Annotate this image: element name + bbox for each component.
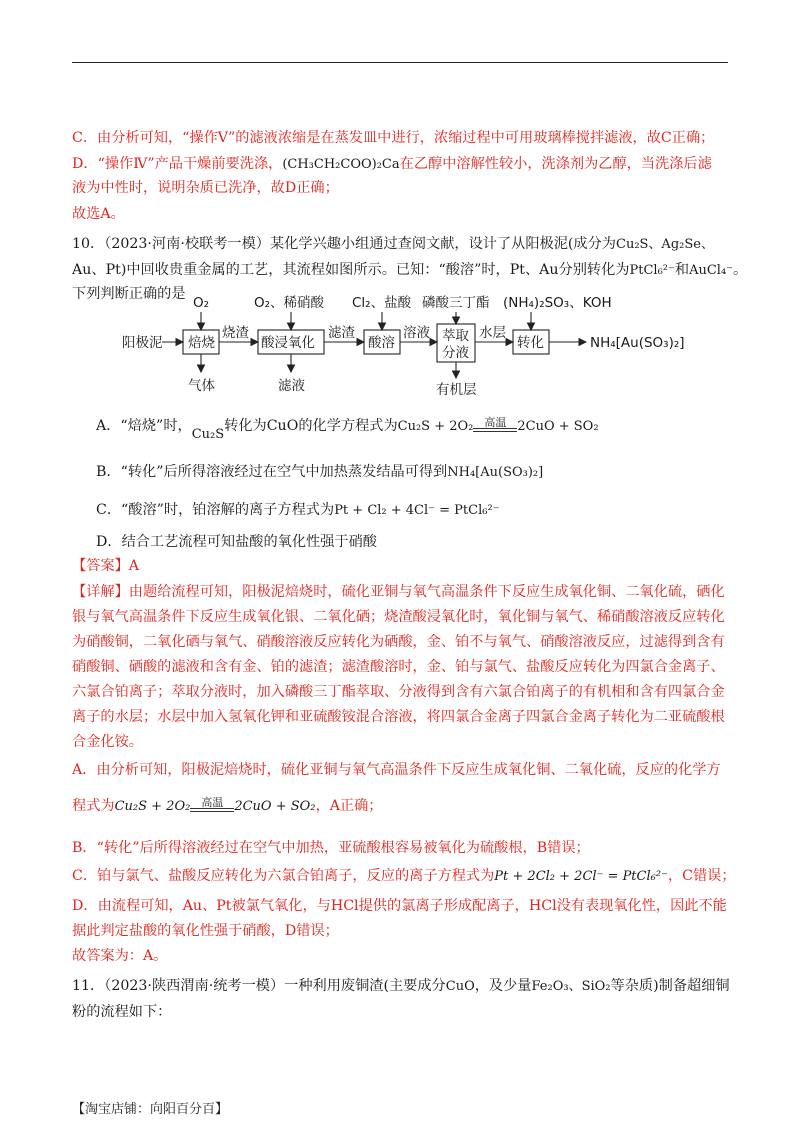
flow-product: NH₄[Au(SO₃)₂] [590,335,685,351]
q11-line1 [72,976,730,997]
option-a-equation-right: 2CuO + SO₂ [517,419,599,434]
explain-c [72,866,736,887]
detail-line-6: 离子的水层；水层中加入氢氧化钾和亚硫酸铵混合溶液，将四氯合金离子四氯合金离子转化为二亚硫酸根 [72,709,725,725]
option-a-text-2: 转化为CuO的化学方程式为 [224,418,398,434]
detail-line-7: 合金化铵。 [72,734,143,750]
explain-a-suffix: ，A正确； [315,798,383,814]
detail-line-1: 【详解】由题给流程可知，阳极泥焙烧时，硫化亚铜与氧气高温条件下反应生成氧化铜、二氧化硫，硒化 [72,584,725,600]
explain-d-line2: 据此判定盐酸的氧化性强于硝酸，D错误； [72,923,339,939]
q10-line2 [72,260,747,281]
prev-d-text: D．“操作Ⅳ”产品干燥前要洗涤， [72,156,283,172]
option-c-text: C．“酸溶”时，铂溶解的离子方程式为 [96,502,335,518]
option-a-cu2s: Cu₂S [191,427,225,442]
flow-box1-output: 气体 [188,378,215,394]
flow-box4-label-1: 萃取 [442,328,469,344]
prev-option-c: C．由分析可知，“操作Ⅴ”的滤液浓缩是在蒸发皿中进行，浓缩过程中可用玻璃棒搅拌滤液，故C正确； [72,130,715,146]
explain-a-condition-arrow [190,796,234,817]
option-d: D．结合工艺流程可知盐酸的氧化性强于硝酸 [96,534,377,550]
option-c-equation: Pt + Cl₂ + 4Cl⁻ = PtCl₆²⁻ [334,503,500,518]
flow-box2-output: 滤液 [278,378,305,394]
explain-a-line1: A．由分析可知，阳极泥焙烧时，硫化亚铜与氧气高温条件下反应生成氧化铜、二氧化硫，反应的化学方 [72,762,721,778]
flow-arrow2-label: 滤渣 [328,325,355,341]
shop-footer: 【淘宝店铺：向阳百分百】 [72,1102,229,1117]
flow-start: 阳极泥 [122,335,163,351]
option-c [96,500,500,521]
explain-a-equation-left: Cu₂S + 2O₂ [114,799,191,814]
flow-arrow1-label: 烧渣 [222,325,249,341]
q10-line1 [72,234,714,255]
flow-box3-input: Cl₂、盐酸 [352,295,412,311]
prev-option-d-line1 [72,154,712,175]
q11-line2: 粉的流程如下： [72,1004,172,1020]
option-a-condition-arrow [473,416,517,437]
q10-line3: 下列判断正确的是 [72,286,186,302]
flow-arrow3-label: 溶液 [403,325,430,341]
option-b-formula: NH₄[Au(SO₃)₂] [447,465,544,480]
detail-line-5: 六氯合铂离子；萃取分液时，加入磷酸三丁酯萃取、分液得到含有六氯合铂离子的有机相和含有四氯合金 [72,684,725,700]
q10-text-2: Au、Pt)中回收贵重金属的工艺，其流程如图所示。已知：“酸溶”时，Pt、Au分别转化为 [72,262,630,278]
detail-line-2: 银与氧气高温条件下反应生成氧化银、二氧化硒；烧渣酸浸氧化时，氧化铜与氧气、稀硝酸溶液反应转化 [72,609,725,625]
flow-box5-label: 转化 [517,335,544,351]
prev-d-text-2: 在乙醇中溶解性较小，洗涤剂为乙醇，当洗涤后滤 [399,156,712,172]
top-rule [72,62,728,63]
explain-c-text: C．铂与氯气、盐酸反应转化为六氯合铂离子，反应的离子方程式为 [72,868,495,884]
ptcl6-formula: PtCl₆²⁻ [629,263,675,278]
explain-b: B．“转化”后所得溶液经过在空气中加热，亚硫酸根容易被氧化为硫酸根，B错误； [72,840,590,856]
explain-a-condition: 高温 [201,796,224,809]
q10-formulas: Cu₂S、Ag₂Se、 [616,237,714,252]
detail-line-4: 硝酸铜、硒酸的滤液和含有金、铂的滤渣；滤渣酸溶时，金、铂与氯气、盐酸反应转化为四氯合金离子、 [72,659,725,675]
q11-cuo: CuO [445,979,475,994]
explain-d-line1: D．由流程可知，Au、Pt被氯气氧化，与HCl提供的氯离子形成配离子，HCl没有表现氧化性，因此不能 [72,898,727,914]
prev-answer: 故选A。 [72,206,125,222]
q10-and: 和 [674,262,690,278]
explain-a-prefix: 程式为 [72,798,115,814]
option-a-text: A．“焙烧”时， [96,418,192,434]
calcium-propionate-formula: (CH₃CH₂COO)₂Ca [282,157,400,172]
q11-text-3: 等杂质)制备超细铜 [610,978,730,994]
final-answer: 故答案为：A。 [72,948,168,964]
option-a-condition: 高温 [484,416,507,429]
explain-a-equation-right: 2CuO + SO₂ [234,799,316,814]
flow-box2-input: O₂、稀硝酸 [254,295,325,311]
option-a [96,416,599,442]
explain-c-suffix: ，C错误； [667,868,736,884]
flow-box4-output: 有机层 [436,382,477,398]
flow-box3-label: 酸溶 [368,335,395,351]
flow-box1-label: 焙烧 [188,335,215,351]
q10-text: 10．（2023·河南·校联考一模）某化学兴趣小组通过查阅文献，设计了从阳极泥(成分为 [72,236,616,252]
flow-box5-input: (NH₄)₂SO₃、KOH [503,295,612,311]
flow-box4-input: 磷酸三丁酯 [422,295,490,311]
answer-label: 【答案】A [72,558,139,574]
flow-arrow4-label: 水层 [479,325,506,341]
explain-a-line2 [72,796,383,817]
flow-box2-label: 酸浸氧化 [261,335,315,351]
q10-period: 。 [733,262,748,278]
flow-box4-label-2: 分液 [442,345,469,361]
option-a-equation-left: Cu₂S + 2O₂ [397,419,474,434]
prev-option-d-line2: 液为中性时，说明杂质已洗净，故D正确； [72,180,339,196]
detail-line-3: 为硝酸铜，二氧化硒与氧气、硝酸溶液反应转化为硒酸，金、铂不与氧气、硝酸溶液反应，过滤得到含有 [72,634,725,650]
option-b-text: B．“转化”后所得溶液经过在空气中加热蒸发结晶可得到 [96,464,448,480]
q11-text-2: ，及少量 [474,978,532,994]
aucl4-formula: AuCl₄⁻ [689,263,734,278]
process-flow-diagram [0,290,800,400]
q11-impurities: Fe₂O₃、SiO₂ [531,979,611,994]
option-b [96,462,543,483]
explain-c-equation: Pt + 2Cl₂ + 2Cl⁻ = PtCl₆²⁻ [494,869,668,884]
q11-text: 11．（2023·陕西渭南·统考一模）一种利用废铜渣(主要成分 [72,978,446,994]
flow-box1-input: O₂ [193,295,210,311]
